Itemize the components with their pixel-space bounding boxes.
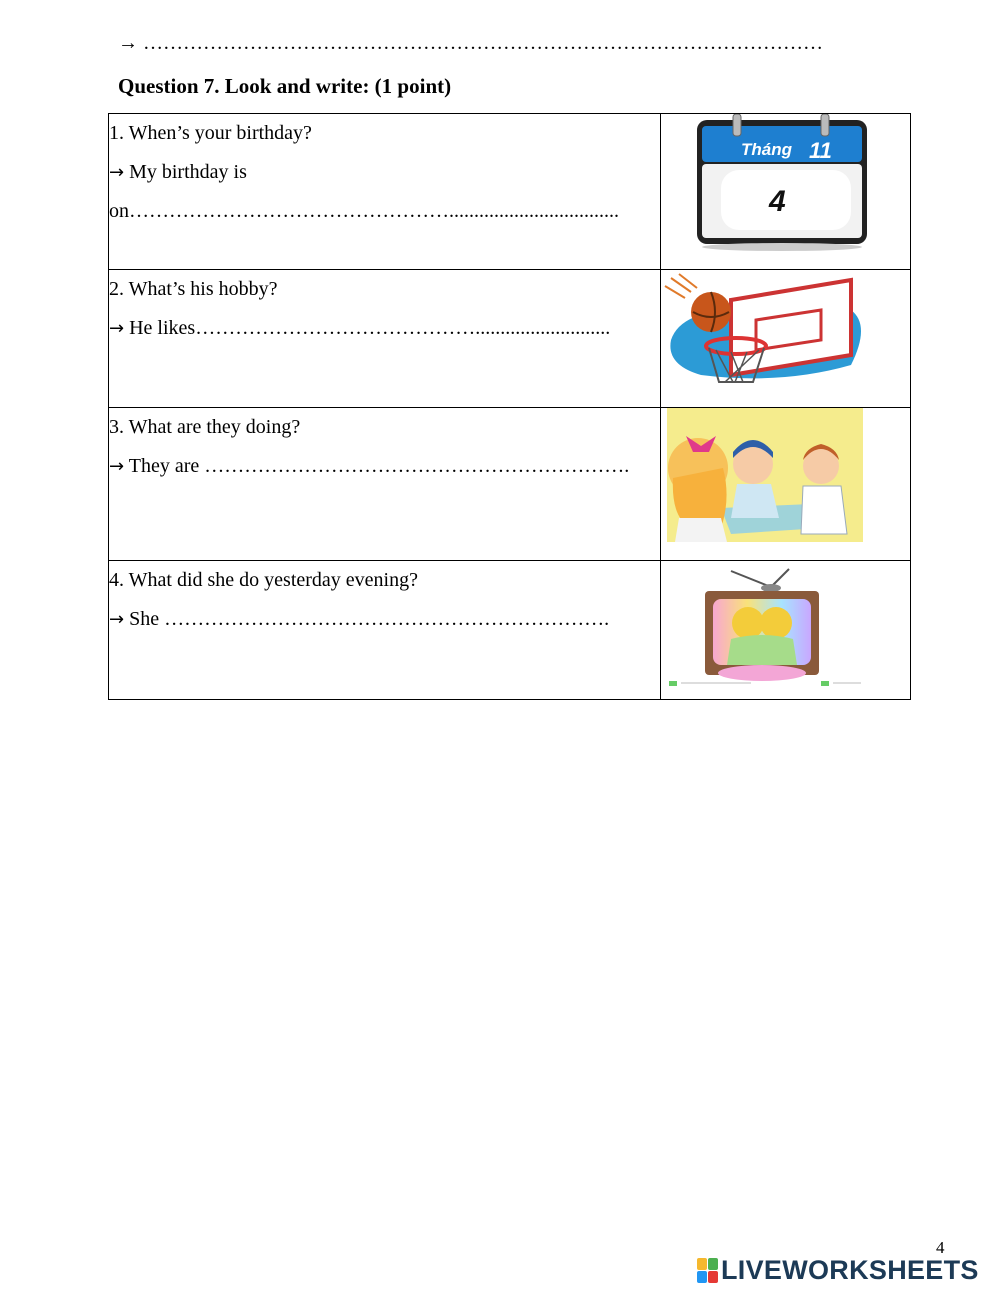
answer-lead: My birthday is <box>129 161 247 183</box>
brand-logo <box>697 1255 979 1286</box>
calendar-icon <box>661 114 910 264</box>
question-row-2 <box>109 270 911 408</box>
brand-blocks-icon <box>697 1258 718 1283</box>
calendar-day: 4 <box>769 185 786 218</box>
question-row-4 <box>109 561 911 700</box>
question-prompt: 1. When’s your birthday? <box>109 122 312 144</box>
page-number: 4 <box>936 1238 945 1257</box>
question-row-1 <box>109 114 911 270</box>
question-prompt: 4. What did she do yesterday evening? <box>109 569 418 591</box>
brand-name: LIVEWORKSHEETS <box>721 1255 979 1285</box>
answer-lead: They are ………………………………………………………. <box>128 455 630 477</box>
question-prompt: 2. What’s his hobby? <box>109 278 278 300</box>
arrow-icon: → <box>109 456 125 477</box>
answer-line: on………………………………………….................................. <box>109 200 619 222</box>
question-row-3 <box>109 408 911 561</box>
previous-answer-line: → ………………………………………………………………………………………… <box>118 32 823 54</box>
arrow-icon: → <box>109 609 125 630</box>
basketball-hoop-icon <box>661 270 910 402</box>
answer-lead: She …………………………………………………………. <box>129 608 610 630</box>
question-prompt: 3. What are they doing? <box>109 416 301 438</box>
question-title: Question 7. Look and write: (1 point) <box>118 74 452 98</box>
arrow-icon: → <box>109 318 125 339</box>
answer-lead: He likes……………………………………........................... <box>129 317 611 339</box>
girl-watching-tv-icon <box>661 561 910 694</box>
calendar-month-label: Tháng <box>741 140 792 159</box>
question-table <box>108 113 911 700</box>
children-at-table-icon <box>661 408 910 555</box>
calendar-month-number: 11 <box>809 138 832 163</box>
arrow-icon: → <box>109 162 125 183</box>
